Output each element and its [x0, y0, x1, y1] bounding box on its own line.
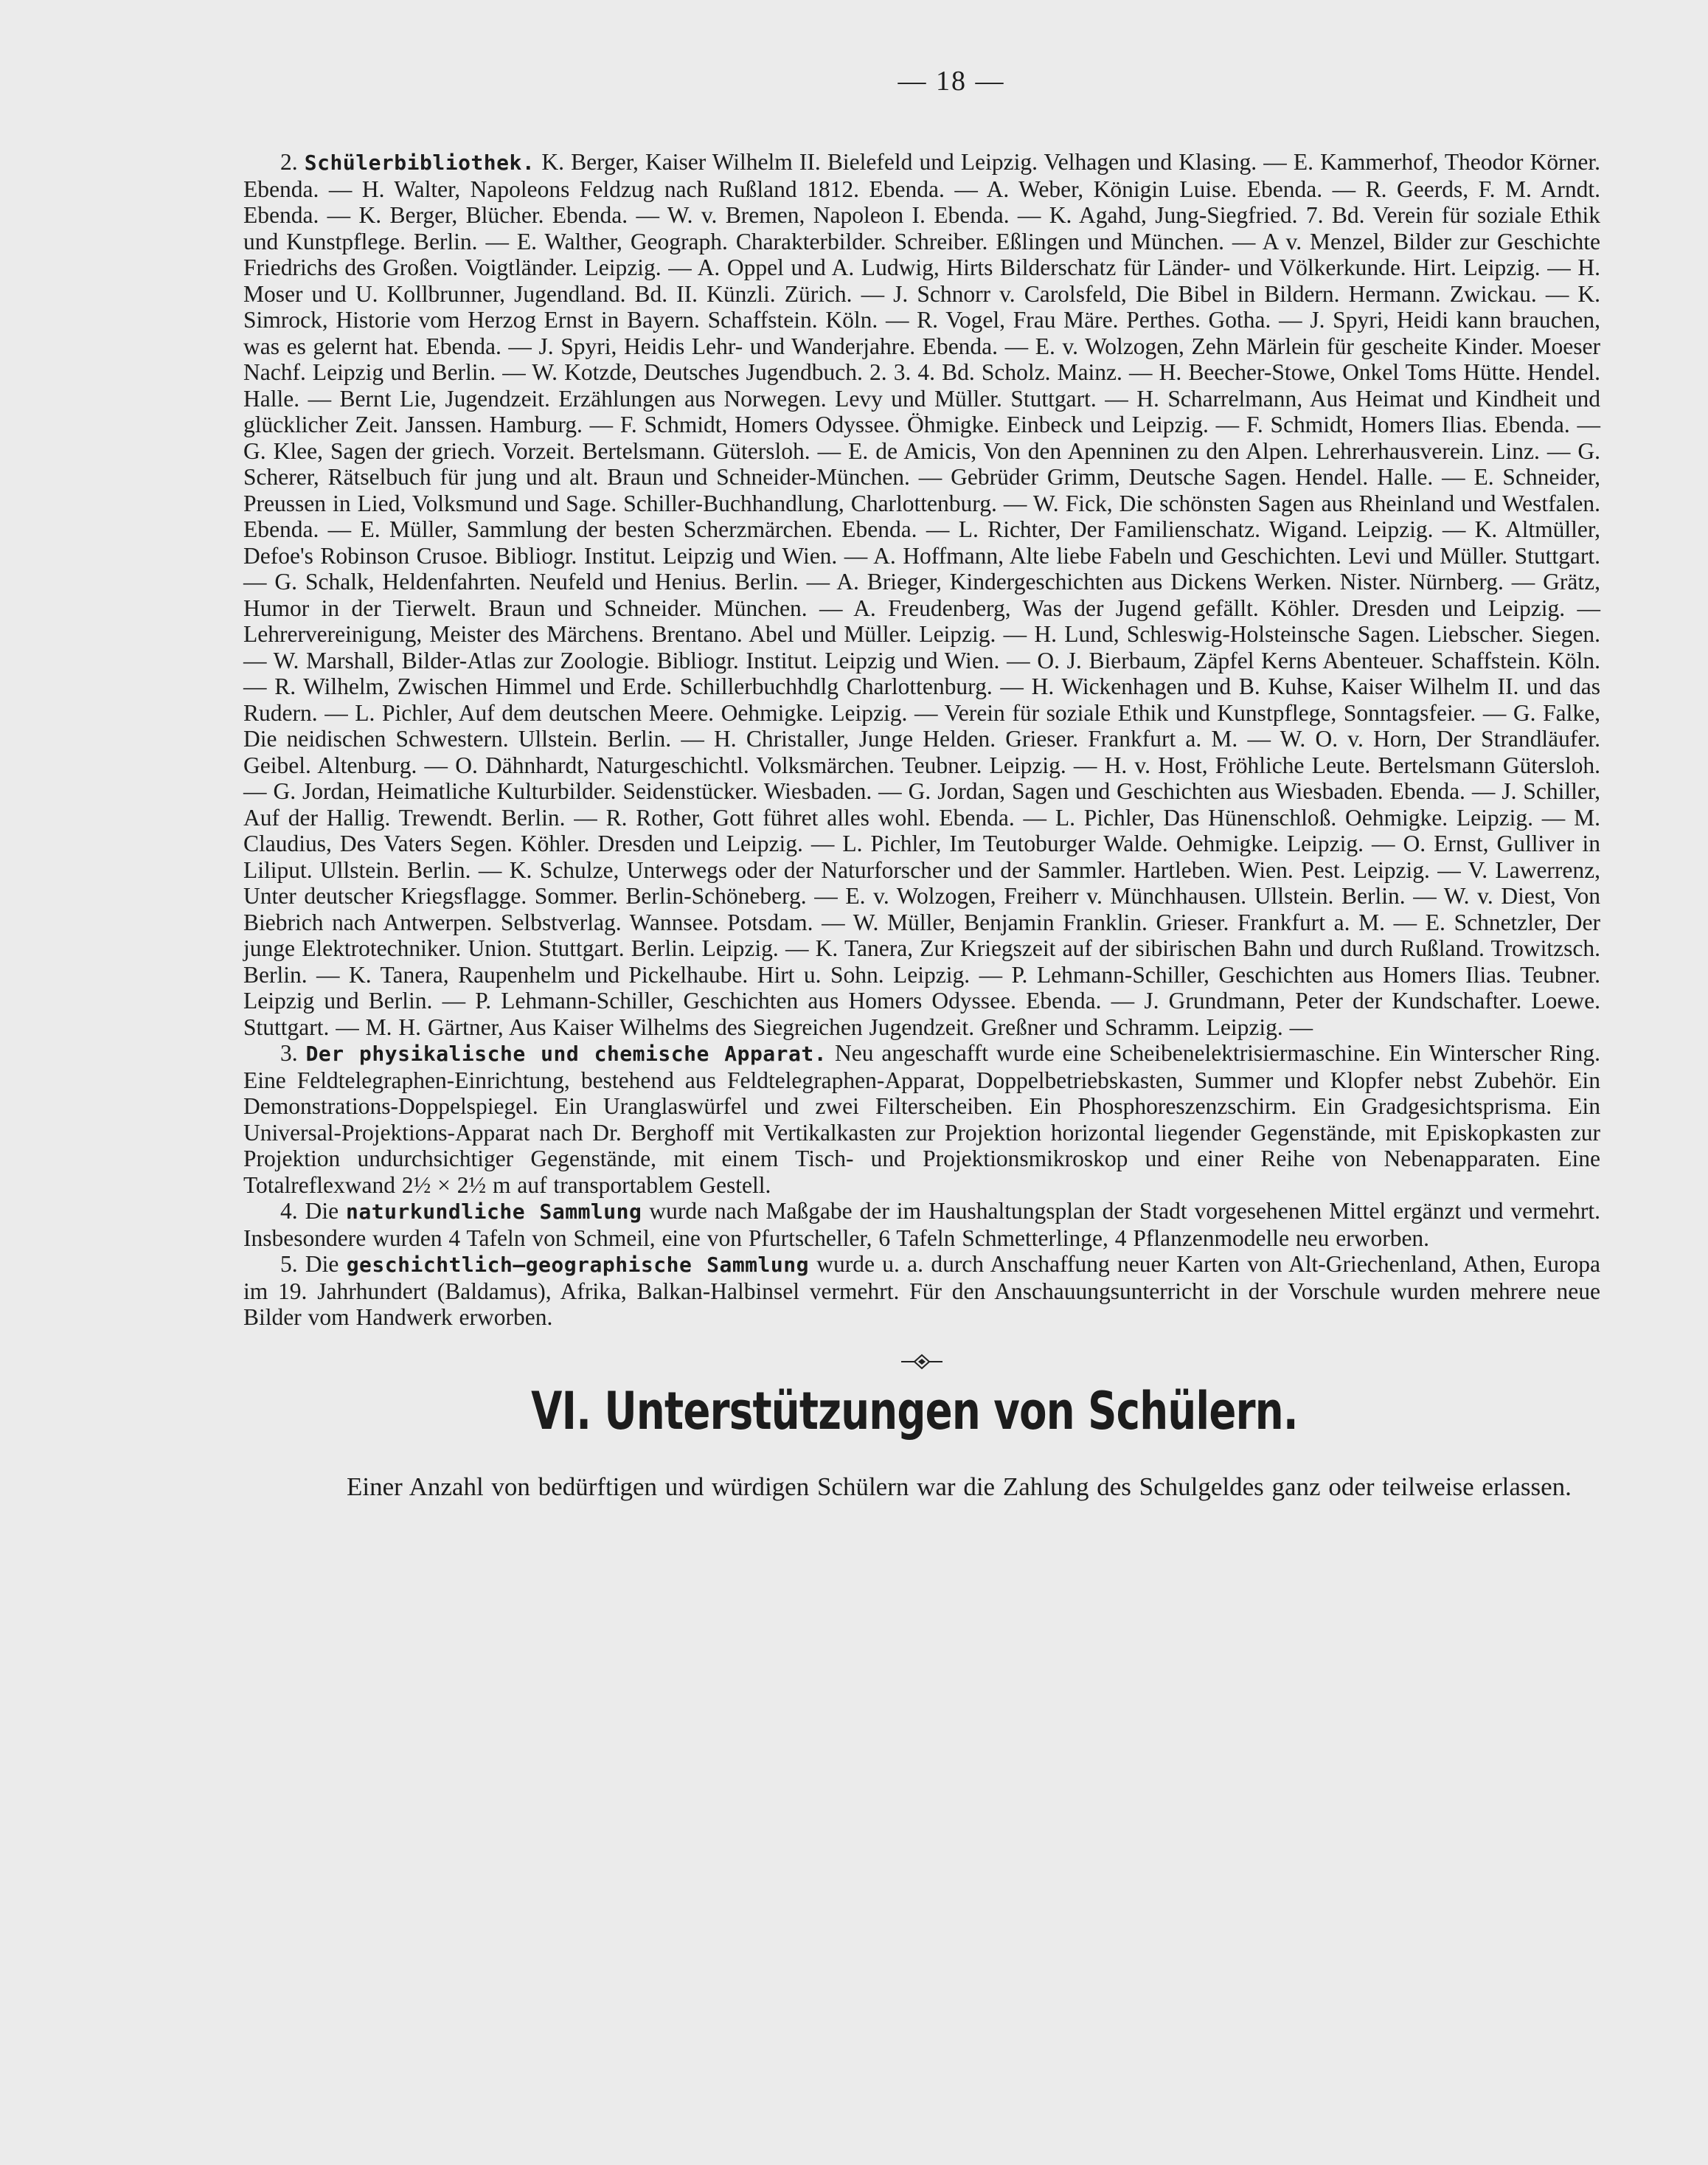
item-naturkundliche-sammlung — [243, 1198, 1600, 1251]
item-number: 5. — [280, 1251, 298, 1277]
section-body: Einer Anzahl von bedürftigen und würdigen Schülern war die Zahlung des Schulgeldes ganz oder teilweise erlassen. — [347, 1472, 1572, 1501]
section-heading: VI. Unterstützungen von Schülern. — [531, 1380, 1298, 1441]
item-title: Schülerbibliothek. — [304, 150, 535, 175]
item-title: Der physikalische und chemische Apparat. — [305, 1042, 827, 1066]
item-geschichtliche-sammlung — [243, 1251, 1600, 1331]
item-text: wurde u. a. durch Anschaffung neuer Karten von Alt-Griechenland, Athen, Europa im 19. Jahrhundert (Baldamus), Afrika, Balkan-Halbinsel vermehrt. Für den Anschauungsunterricht in der Vorschule wurden mehrere neue Bilder vom Handwerk erworben. — [243, 1251, 1600, 1330]
item-physikalischer-apparat — [243, 1040, 1600, 1198]
item-text: K. Berger, Kaiser Wilhelm II. Bielefeld und Leipzig. Velhagen und Klasing. — E. Kammerhof, Theodor Körner. Ebenda. — H. Walter, Napoleons Feldzug nach Rußland 1812. Ebenda. — A. Weber, Königin Luise. Ebenda. — R. Geerds, F. M. Arndt. Ebenda. — K. Berger, Blücher. Ebenda. — W. v. Bremen, Napoleon I. Ebenda. — K. Agahd, Jung-Siegfried. 7. Bd. Verein für soziale Ethik und Kunstpflege. Berlin. — E. Walther, Geograph. Charakterbilder. Schreiber. Eßlingen und München. — A v. Menzel, Bilder zur Geschichte Friedrichs des Großen. Voigtländer. Leipzig. — A. Oppel und A. Ludwig, Hirts Bilderschatz für Länder- und Völkerkunde. Hirt. Leipzig. — H. Moser und U. Kollbrunner, Jugendland. Bd. II. Künzli. Zürich. — J. Schnorr v. Carolsfeld, Die Bibel in Bildern. Hermann. Zwickau. — K. Simrock, Historie vom Herzog Ernst in Bayern. Schaffstein. Köln. — R. Vogel, Frau Märe. Perthes. Gotha. — J. Spyri, Heidi kann brauchen, was es gelernt hat. Ebenda. — J. Spyri, Heidis Lehr- und Wanderjahre. Ebenda. — E. v. Wolzogen, Zehn Märlein für gescheite Kinder. Moeser Nachf. Leipzig und Berlin. — W. Kotzde, Deutsches Jugendbuch. 2. 3. 4. Bd. Scholz. Mainz. — H. Beecher-Stowe, Onkel Toms Hütte. Hendel. Halle. — Bernt Lie, Jugendzeit. Erzählungen aus Norwegen. Levy und Müller. Stuttgart. — H. Scharrelmann, Aus Heimat und Kindheit und glücklicher Zeit. Janssen. Hamburg. — F. Schmidt, Homers Odyssee. Öhmigke. Einbeck und Leipzig. — F. Schmidt, Homers Ilias. Ebenda. — G. Klee, Sagen der griech. Vorzeit. Bertelsmann. Gütersloh. — E. de Amicis, Von den Apenninen zu den Alpen. Lehrerhausverein. Linz. — G. Scherer, Rätselbuch für jung und alt. Braun und Schneider-München. — Gebrüder Grimm, Deutsche Sagen. Hendel. Halle. — E. Schneider, Preussen in Lied, Volksmund und Sage. Schiller-Buchhandlung, Charlottenburg. — W. Fick, Die schönsten Sagen aus Rheinland und Westfalen. Ebenda. — E. Müller, Sammlung der besten Scherzmärchen. Ebenda. — L. Richter, Der Familienschatz. Wigand. Leipzig. — K. Altmüller, Defoe's Robinson Crusoe. Bibliogr. Institut. Leipzig und Wien. — A. Hoffmann, Alte liebe Fabeln und Geschichten. Levi und Müller. Stuttgart. — G. Schalk, Heldenfahrten. Neufeld und Henius. Berlin. — A. Brieger, Kindergeschichten aus Dickens Werken. Nister. Nürnberg. — Grätz, Humor in der Tierwelt. Braun und Schneider. München. — A. Freudenberg, Was der Jugend gefällt. Köhler. Dresden und Leipzig. — Lehrervereinigung, Meister des Märchens. Brentano. Abel und Müller. Leipzig. — H. Lund, Schleswig-Holsteinsche Sagen. Liebscher. Siegen. — W. Marshall, Bilder-Atlas zur Zoologie. Bibliogr. Institut. Leipzig und Wien. — O. J. Bierbaum, Zäpfel Kerns Abenteuer. Schaffstein. Köln. — R. Wilhelm, Zwischen Himmel und Erde. Schillerbuchhdlg Charlottenburg. — H. Wickenhagen und B. Kuhse, Kaiser Wilhelm II. und das Rudern. — L. Pichler, Auf dem deutschen Meere. Oehmigke. Leipzig. — Verein für soziale Ethik und Kunstpflege, Sonntagsfeier. — G. Falke, Die neidischen Schwestern. Ullstein. Berlin. — H. Christaller, Junge Helden. Grieser. Frankfurt a. M. — W. O. v. Horn, Der Strandläufer. Geibel. Altenburg. — O. Dähnhardt, Naturgeschichtl. Volksmärchen. Teubner. Leipzig. — H. v. Host, Fröhliche Leute. Bertelsmann Gütersloh. — G. Jordan, Heimatliche Kulturbilder. Seidenstücker. Wiesbaden. — G. Jordan, Sagen und Geschichten aus Wiesbaden. Ebenda. — J. Schiller, Auf der Hallig. Trewendt. Berlin. — R. Rother, Gott führet alles wohl. Ebenda. — L. Pichler, Das Hünenschloß. Oehmigke. Leipzig. — M. Claudius, Des Vaters Segen. Köhler. Dresden und Leipzig. — L. Pichler, Im Teutoburger Walde. Oehmigke. Leipzig. — O. Ernst, Gulliver in Liliput. Ullstein. Berlin. — K. Schulze, Unterwegs oder der Naturforscher und der Sammler. Hartleben. Wien. Pest. Leipzig. — V. Lawerrenz, Unter deutscher Kriegsflagge. Sommer. Berlin-Schöneberg. — E. v. Wolzogen, Freiherr v. Münchhausen. Ullstein. Berlin. — W. v. Diest, Von Biebrich nach Antwerpen. Selbstverlag. Wannsee. Potsdam. — W. Müller, Benjamin Franklin. Grieser. Frankfurt a. M. — E. Schnetzler, Der junge Elektrotechniker. Union. Stuttgart. Berlin. Leipzig. — K. Tanera, Zur Kriegszeit auf der sibirischen Bahn und durch Rußland. Trowitzsch. Berlin. — K. Tanera, Raupenhelm und Pickelhaube. Hirt u. Sohn. Leipzig. — P. Lehmann-Schiller, Geschichten aus Homers Ilias. Teubner. Leipzig und Berlin. — P. Lehmann-Schiller, Geschichten aus Homers Odyssee. Ebenda. — J. Grundmann, Peter der Kundschafter. Loewe. Stuttgart. — M. H. Gärtner, Aus Kaiser Wilhelms des Siegreichen Jugendzeit. Greßner und Schramm. Leipzig. — — [243, 149, 1601, 1040]
item-pre: Die — [297, 1251, 347, 1277]
page-number: — 18 — — [898, 66, 1005, 97]
item-text: wurde nach Maßgabe der im Haushaltungsplan der Stadt vorgesehenen Mittel ergänzt und vermehrt. Insbesondere wurden 4 Tafeln von Schmeil, eine von Pfurtscheller, 6 Tafeln Schmetterlinge, 4 Pflanzenmodelle neu erworben. — [243, 1198, 1600, 1251]
item-title: naturkundliche Sammlung — [346, 1199, 642, 1224]
item-schuelerbibliothek — [243, 149, 1600, 1040]
item-number: 3. — [280, 1040, 298, 1066]
item-text: Neu angeschafft wurde eine Scheibenelektrisiermaschine. Ein Winterscher Ring. Eine Feldtelegraphen-Einrichtung, bestehend aus Feldtelegraphen-Apparat, Doppelbetriebskasten, Summer und Klopfer nebst Zubehör. Ein Demonstrations-Doppelspiegel. Ein Uranglaswürfel und zwei Filterscheiben. Ein Phosphoreszenzschirm. Ein Gradgesichtsprisma. Ein Universal-Projektions-Apparat nach Dr. Berghoff mit Vertikalkasten zur Projektion horizontal liegender Gegenstände, mit Episkopkasten zur Projektion undurchsichtiger Gegenstände, mit einem Tisch- und Projektionsmikroskop und einer Reihe von Nebenapparaten. Eine Totalreflexwand 2½ × 2½ m auf transportablem Gestell. — [243, 1040, 1601, 1198]
item-number: 2. — [280, 149, 298, 175]
diamond-ornament-icon — [900, 1353, 944, 1371]
item-number: 4. — [280, 1198, 298, 1224]
item-title: geschichtlich—geographische Sammlung — [346, 1253, 809, 1277]
item-pre: Die — [297, 1198, 347, 1224]
